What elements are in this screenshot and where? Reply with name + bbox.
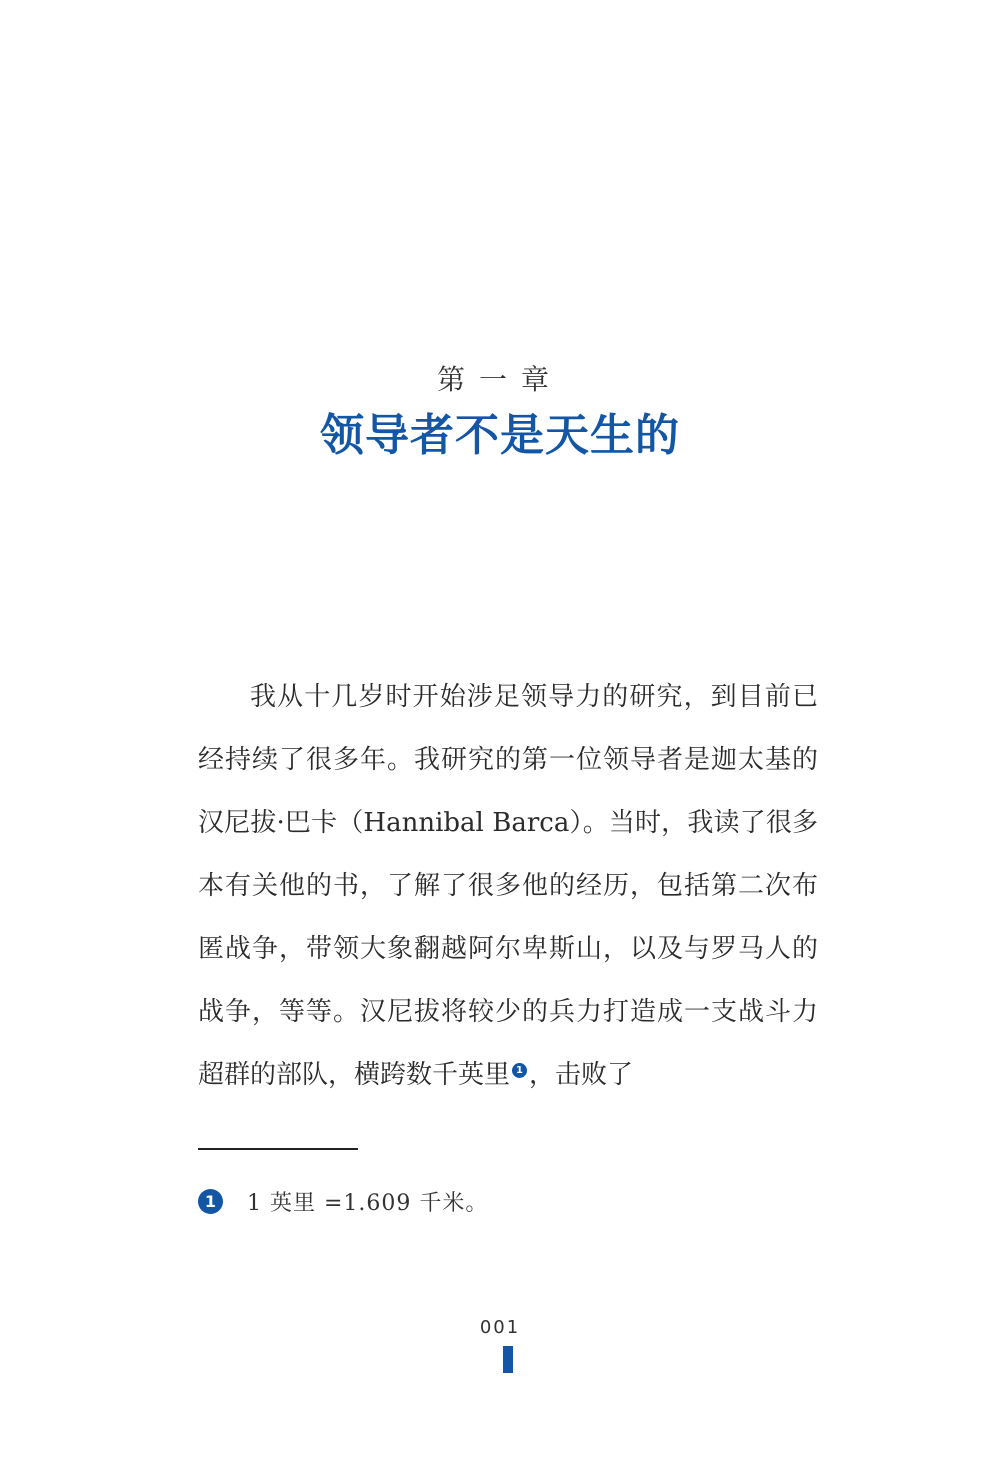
chapter-title: 领导者不是天生的: [320, 410, 680, 461]
page-number-bar: [503, 1346, 513, 1373]
page-number: 001: [479, 1317, 521, 1338]
body-paragraph: [198, 666, 818, 1107]
chapter-label: 第一章: [436, 363, 563, 396]
footnote-text: 1 英里 =1.609 千米。: [247, 1190, 489, 1216]
footnote-reference-marker[interactable]: 1: [512, 1063, 527, 1078]
footnote: [198, 1184, 818, 1218]
footnote-divider: [198, 1148, 358, 1150]
body-text-part-2: ，击败了: [529, 1060, 634, 1090]
footnote-marker: 1: [198, 1189, 223, 1214]
body-text-part-1: 我从十几岁时开始涉足领导力的研究，到目前已经持续了很多年。我研究的第一位领导者是迦太基的汉尼拔·巴卡（Hannibal Barca）。当时，我读了很多本有关他的书，了解了很多他的经历，包括第二次布匿战争，带领大象翻越阿尔卑斯山，以及与罗马人的战争，等等。汉尼拔将较少的兵力打造成一支战斗力超群的部队，横跨数千英里: [198, 682, 818, 1090]
